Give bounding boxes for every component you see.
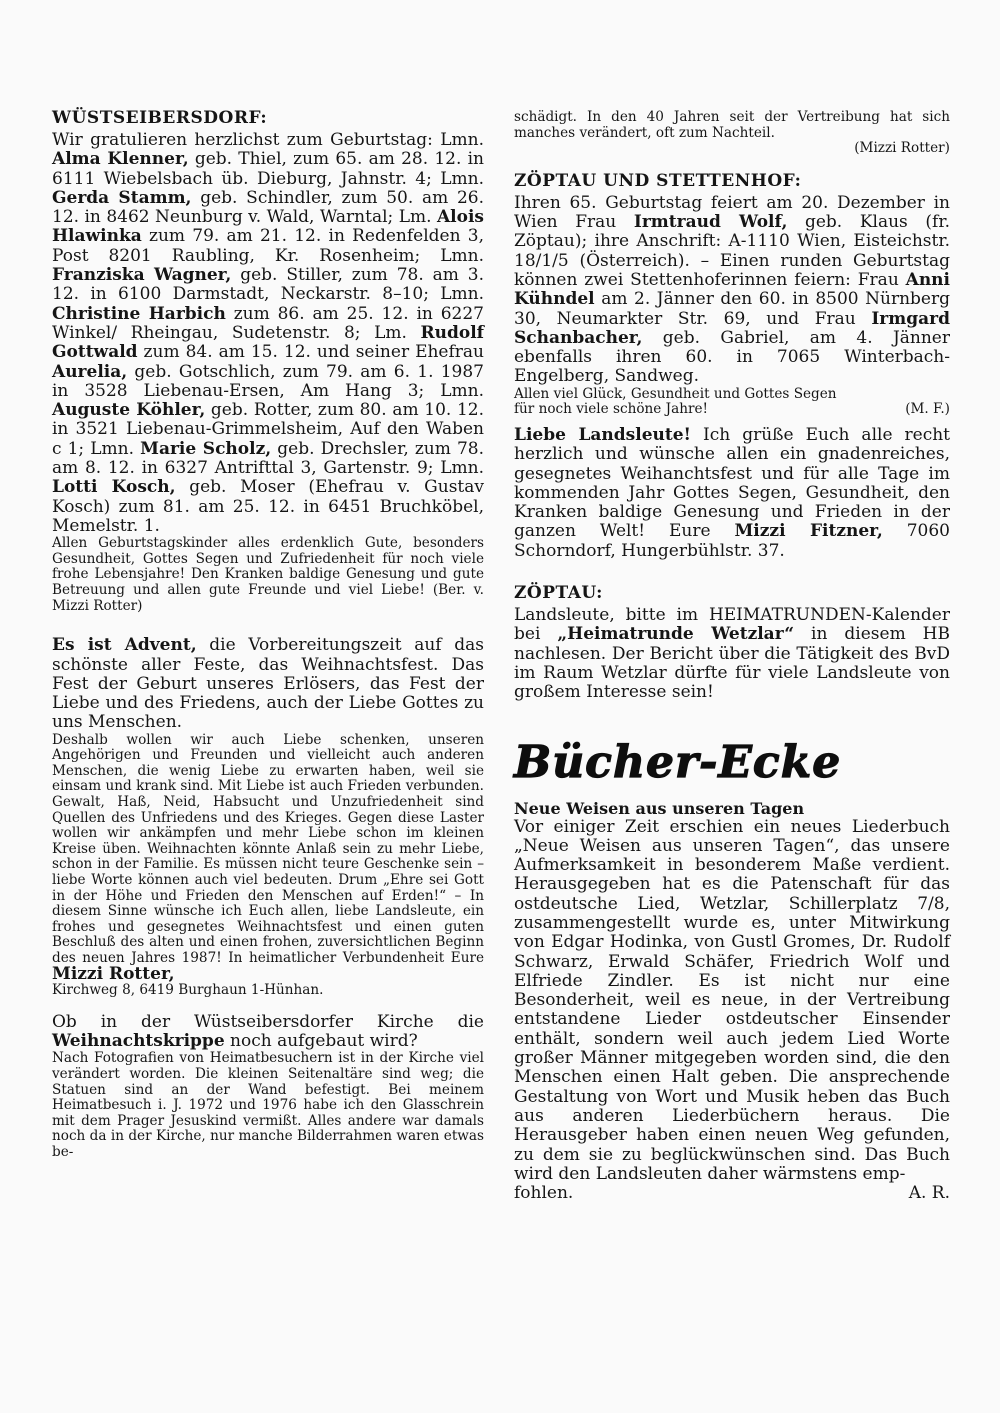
person-name: Gerda Stamm,: [52, 187, 192, 208]
person-name: Christine Harbich: [52, 303, 226, 324]
text: geb. Stiller, zum 78. am 3. 12. in 6100 Darmstadt, Neckarstr. 8–10; Lmn.: [52, 265, 485, 305]
person-name: Irmtraud Wolf,: [633, 212, 788, 233]
zoeptau-text: [514, 606, 950, 702]
text: in diesem HB nachlesen. Der Bericht über die Tätigkeit des BvD im Raum Wetzlar dürfte für viele Landsleute von großem Interesse sein!: [514, 624, 950, 703]
fitzner-address: 7060 Schorndorf, Hungerbühlstr. 37.: [514, 521, 950, 561]
text: geb. Thiel, zum 65. am 28. 12. in 6111 Wiebelsbach üb. Dieburg, Jahnstr. 4; Lmn.: [52, 149, 484, 189]
krippe-question: [52, 1013, 484, 1052]
text: geb. Klaus (fr. Zöptau); ihre Anschrift: A-1110 Wien, Eisteichstr. 18/1/5 (Österreich). – Einen runden Geburtstag können zwei Stettenhoferinnen feiern: Frau: [514, 212, 950, 290]
intro-text: Wir gratulieren herzlichst zum Geburtstag:: [52, 130, 433, 150]
text: am 2. Jänner den 60. in 8500 Nürnberg 30, Neumarkter Str. 69, und Frau: [514, 289, 950, 329]
person-name: Alois Hlawinka: [52, 207, 484, 247]
book-review: Vor einiger Zeit erschien ein neues Liederbuch „Neue Weisen aus unseren Tagen“, das unsere Aufmerksamkeit in besonderem Maße verdient. Herausgegeben hat es die Patenschaft für das ostdeutsche Lied, Wetzlar, Schillerplatz 7/8, zusammengestellt wurde es, unter Mitwirkung von Edgar Hodinka, von Gustl Gromes, Dr. Rudolf Schwarz, Erwald Schäfer, Friedrich Wolf und Elfriede Zindler. Es ist nicht nur eine Besonderheit, weil es neue, in der Vertreibung entstandene Lieder ostdeutscher Einsender enthält, sondern weil auch jedem Lied Worte großer Männer mitgegeben worden sind, die den Menschen einen Halt geben. Die ansprechende Gestaltung von Wort und Musik heben das Buch aus anderen Liederbüchern heraus. Die Herausgeber haben einen neuen Weg gefunden, zu dem sie zu beglückwünschen sind. Das Buch wird den Landsleuten daher wärmstens emp-: [514, 816, 950, 1184]
book-title: Neue Weisen aus unseren Tagen: [514, 798, 805, 818]
text: geb. Schindler, zum 50. am 26. 12. in 8462 Neunburg v. Wald, Warntal; Lm.: [52, 187, 484, 228]
advent-small-text: Deshalb wollen wir auch Liebe schenken, unseren Angehörigen und Freunden und vielleicht auch anderen Menschen, die wenig Liebe zu erwarten haben, weil sie einsam und krank sind. Mit Liebe ist auch Frieden verbunden. Gewalt, Haß, Neid, Habsucht und Unzufriedenheit sind Quellen des Unfriedens und des Krieges. Gegen diese Laster wollen wir ankämpfen und mehr Liebe schon im kleinen Kreise üben. Weihnachten könnte Anlaß sein zu mehr Liebe, schon in der Familie. Es müssen nicht teure Geschenke sein – liebe Worte können auch viel bedeuten. Drum „Ehre sei Gott in der Höhe und Frieden den Menschen auf Erden!“ – In diesem Sinne wünsche ich Euch allen, liebe Landsleute, ein frohes und gesegnetes Weihnachtsfest und einen guten Beschluß des alten und einen frohen, zuversichtlichen Beginn des neuen Jahres 1987! In heimatlicher Verbundenheit Eure: [52, 731, 484, 966]
text: Lmn.: [440, 130, 484, 150]
birthday-wishes: Allen Geburtstagskinder alles erdenklich Gute, besonders Gesundheit, Gottes Segen und Zufriedenheit für noch viele frohe Lebensjahre! Den Kranken baldige Genesung und gute Betreuung und allen gute Freunde und viel Liebe! (Ber. v. Mizzi Rotter): [52, 535, 484, 614]
text: Ihren 65. Geburtstag feiert am 20. Dezember in Wien Frau: [514, 192, 950, 233]
zoeptau-heading: ZÖPTAU:: [514, 583, 603, 604]
zs-wishes-row: [514, 387, 950, 418]
person-name: Irmgard Schanbacher,: [514, 308, 950, 348]
krippe-text-end: noch aufgebaut wird?: [224, 1031, 418, 1052]
person-name: Alma Klenner,: [52, 149, 189, 170]
book-review-last: fohlen.: [514, 1183, 574, 1204]
advent-address: Kirchweg 8, 6419 Burghaun 1-Hünhan.: [52, 982, 324, 999]
fitzner-signature: Mizzi Fitzner,: [734, 521, 883, 542]
krippe-body: Nach Fotografien von Heimatbesuchern ist in der Kirche viel verändert worden. Die kleinen Seitenaltäre sind weg; die Statuen sind an der Wand befestigt. Bei meinem Heimatbesuch i. J. 1972 und 1976 habe ich den Glasschrein mit dem Prager Jesuskind vermißt. Alles andere war damals noch da in der Kirche, nur manche Bilderrahmen waren etwas be-: [52, 1050, 484, 1160]
zs-wishes: Allen viel Glück, Gesundheit und Gottes Segen für noch viele schöne Jahre!: [514, 385, 837, 418]
text: geb. Rotter, zum 80. am 10. 12. in 3521 Liebenau-Grimmelsheim, Auf den Waben c 1; Lmn.: [52, 400, 485, 459]
book-review-end: [514, 1184, 950, 1203]
left-column: [52, 108, 484, 1161]
person-name: Anni Kühndel: [514, 269, 950, 310]
person-name: Aurelia,: [52, 361, 128, 382]
text: geb. Gotschlich, zum 79. am 6. 1. 1987 in 3528 Liebenau-Ersen, Am Hang 3; Lmn.: [52, 361, 484, 401]
zoeptau-stettenhof-text: [514, 194, 950, 387]
right-column: [514, 110, 950, 1203]
text: geb. Gabriel, am 4. Jänner ebenfalls ihren 60. in 7065 Winterbach-Engelberg, Sandweg.: [514, 327, 950, 387]
krippe-text: Ob in der Wüstseibersdorfer Kirche die: [52, 1011, 484, 1032]
continued-text: schädigt. In den 40 Jahren seit der Vertreibung hat sich manches verändert, oft zum Nachteil.: [514, 109, 950, 141]
advent-body: [52, 733, 484, 999]
person-name: Marie Scholz,: [140, 438, 272, 459]
liebe-landsleute-bold: Liebe Landsleute!: [514, 424, 692, 445]
book-review-signature: A. R.: [908, 1183, 950, 1204]
text: Ich grüße Euch alle recht herzlich und wünsche allen ein gnadenreiches, gesegnetes Weihanchtsfest und für alle Tage im kommenden Jahr Gottes Segen, Gesundheit, den Kranken baldige Genesung und Frieden in der ganzen Welt! Eure: [514, 424, 951, 542]
liebe-landsleute-text: [514, 426, 950, 561]
text: Landsleute, bitte im HEIMATRUNDEN-Kalender bei: [514, 605, 950, 645]
person-name: Rudolf Gottwald: [52, 322, 484, 363]
text: zum 79. am 21. 12. in Redenfelden 3, Post 8201 Raubling, Kr. Rosenheim; Lmn.: [52, 226, 484, 266]
advent-intro: [52, 636, 484, 732]
birthday-list: [52, 131, 484, 536]
wuestseibersdorf-heading: WÜSTSEIBERSDORF:: [52, 108, 268, 128]
advent-text: die Vorbereitungszeit auf das schönste aller Feste, das Weihnachtsfest. Das Fest der Geburt unseres Erlösers, das Fest der Liebe und des Friedens, auch der Liebe Gottes zu uns Menschen.: [52, 635, 484, 733]
zoeptau-stettenhof-heading: ZÖPTAU UND STETTENHOF:: [514, 170, 802, 191]
person-name: Auguste Köhler,: [52, 400, 206, 421]
continued-signature: (Mizzi Rotter): [854, 140, 950, 157]
buecher-ecke-banner: Bücher-Ecke: [514, 736, 842, 788]
advent-signature: Mizzi Rotter,: [52, 963, 175, 984]
text: zum 86. am 25. 12. in 6227 Winkel/ Rheingau, Sudetenstr. 8; Lm.: [52, 303, 484, 343]
text: zum 84. am 15. 12. und seiner Ehefrau: [137, 342, 484, 363]
krippe-bold: Weihnachtskrippe: [52, 1031, 225, 1052]
person-name: Franziska Wagner,: [52, 265, 232, 286]
text: geb. Moser (Ehefrau v. Gustav Kosch) zum 81. am 25. 12. in 6451 Bruchköbel, Memelstr. 1.: [52, 477, 484, 536]
heimatrunde-bold: „Heimatrunde Wetzlar“: [557, 624, 795, 645]
person-name: Lotti Kosch,: [52, 477, 176, 498]
text: geb. Drechsler, zum 78. am 8. 12. in 6327 Antrifttal 3, Gartenstr. 9; Lmn.: [52, 438, 484, 479]
advent-bold: Es ist Advent,: [52, 635, 197, 656]
zs-signature: (M. F.): [905, 401, 950, 418]
